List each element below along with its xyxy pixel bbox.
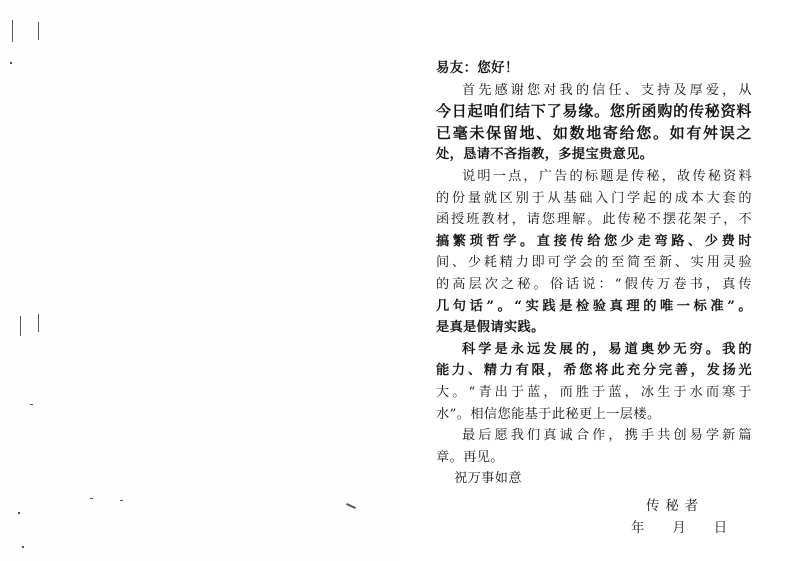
letter-line: 今日起咱们结下了易缘。您所函购的传秘资料 bbox=[436, 102, 752, 121]
scan-speck bbox=[38, 314, 39, 332]
letter-line: 间、少耗精力即可学会的至简至新、实用灵验 bbox=[436, 255, 752, 271]
letter-line: 水”。相信您能基于此秘更上一层楼。 bbox=[436, 406, 661, 422]
letter-line: 首先感谢您对我的信任、支持及厚爱，从 bbox=[462, 82, 752, 98]
scan-speck bbox=[120, 500, 123, 501]
scan-speck bbox=[90, 498, 93, 499]
letter-line: 章。再见。 bbox=[436, 449, 504, 465]
scan-speck bbox=[22, 546, 24, 548]
letter-line: 科学是永远发展的，易道奥妙无穷。我的 bbox=[462, 341, 752, 357]
scan-speck bbox=[30, 404, 33, 405]
letter-line: 说明一点，广告的标题是传秘，故传秘资料 bbox=[462, 168, 752, 184]
scan-speck bbox=[18, 512, 20, 514]
letter-line: 处，恳请不吝指教，多提宝贵意见。 bbox=[436, 147, 654, 163]
letter-line: 几句话”。“实践是检验真理的唯一标准”。 bbox=[436, 298, 752, 314]
letter-greeting: 易友：您好！ bbox=[436, 60, 519, 76]
date-day: 日 bbox=[713, 521, 728, 536]
scan-speck bbox=[10, 62, 12, 64]
scan-speck bbox=[12, 20, 13, 42]
letter-line: 的份量就区别于从基础入门学起的成本大套的 bbox=[436, 190, 752, 206]
scan-speck bbox=[20, 316, 21, 336]
date-month: 月 bbox=[672, 521, 686, 536]
letter-line: 已毫未保留地、如数地寄给您。如有舛误之 bbox=[436, 123, 752, 142]
letter-line: 能力、精力有限，希您将此充分完善，发扬光 bbox=[436, 363, 752, 379]
letter-line: 搞繁琐哲学。直接传给您少走弯路、少费时 bbox=[436, 233, 752, 249]
letter-line: 最后愿我们真诚合作，携手共创易学新篇 bbox=[462, 428, 752, 444]
letter-line: 大。“青出于蓝，而胜于蓝，冰生于水而寒于 bbox=[436, 384, 752, 400]
letter-line: 的高层次之秘。俗话说：“假传万卷书，真传 bbox=[436, 276, 752, 292]
letter-signer: 传秘者 bbox=[646, 499, 705, 514]
scan-speck bbox=[38, 22, 39, 40]
date-year: 年 bbox=[631, 521, 645, 536]
letter-date bbox=[631, 517, 727, 536]
letter-line: 函授班教材，请您理解。此传秘不摆花架子，不 bbox=[436, 212, 752, 228]
letter-body bbox=[436, 58, 752, 490]
letter-line: 是真是假请实践。 bbox=[436, 320, 545, 336]
scan-speck bbox=[346, 503, 356, 509]
letter-closing-wish: 祝万事如意 bbox=[454, 471, 522, 487]
